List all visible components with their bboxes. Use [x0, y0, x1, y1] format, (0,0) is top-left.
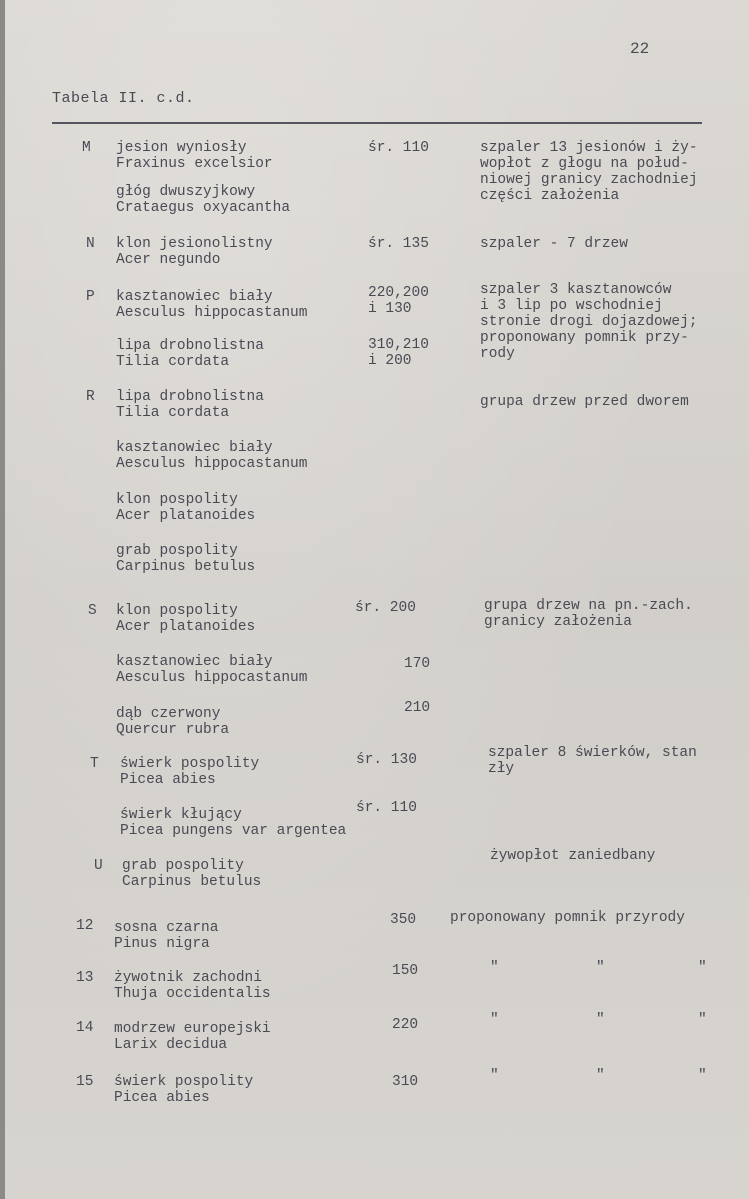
- tree-common-name: dąb czerwony: [116, 706, 221, 722]
- tree-common-name: klon pospolity: [116, 603, 238, 619]
- remark-line: szpaler - 7 drzew: [480, 236, 628, 252]
- tree-common-name: grab pospolity: [122, 858, 244, 874]
- tree-latin-name: Pinus nigra: [114, 936, 210, 952]
- remark-line: proponowany pomnik przyrody: [450, 910, 685, 926]
- tree-size: 310: [392, 1074, 419, 1090]
- tree-latin-name: Larix decidua: [114, 1037, 228, 1053]
- tree-common-name: lipa drobnolistna: [116, 389, 264, 405]
- remark-line: żywopłot zaniedbany: [490, 848, 656, 864]
- tree-common-name: jesion wyniosły: [116, 140, 247, 156]
- tree-common-name: kasztanowiec biały: [116, 440, 273, 456]
- remark-line: szpaler 8 świerków, stan: [488, 745, 697, 761]
- tree-common-name: modrzew europejski: [114, 1021, 271, 1037]
- group-letter: T: [90, 756, 99, 772]
- item-number: 15: [76, 1074, 94, 1090]
- tree-latin-name: Fraxinus excelsior: [116, 156, 273, 172]
- group-letter: N: [86, 236, 95, 252]
- remark-line: stronie drogi dojazdowej;: [480, 314, 698, 330]
- tree-size: śr. 130: [356, 752, 417, 768]
- group-letter: R: [86, 389, 95, 405]
- group-letter: S: [88, 603, 97, 619]
- tree-size: 150: [392, 963, 419, 979]
- tree-latin-name: Acer negundo: [116, 252, 221, 268]
- ditto-mark: ": [698, 1012, 707, 1028]
- remark-line: zły: [488, 761, 515, 777]
- ditto-mark: ": [490, 1012, 499, 1028]
- tree-common-name: kasztanowiec biały: [116, 654, 273, 670]
- remark-line: szpaler 3 kasztanowców: [480, 282, 672, 298]
- tree-common-name: grab pospolity: [116, 543, 238, 559]
- remark-line: grupa drzew przed dworem: [480, 394, 689, 410]
- tree-common-name: kasztanowiec biały: [116, 289, 273, 305]
- tree-latin-name: Carpinus betulus: [116, 559, 256, 575]
- tree-size: 210: [404, 700, 431, 716]
- tree-latin-name: Quercur rubra: [116, 722, 230, 738]
- tree-latin-name: Picea pungens var argentea: [120, 823, 347, 839]
- remark-line: grupa drzew na pn.-zach.: [484, 598, 693, 614]
- tree-common-name: lipa drobnolistna: [116, 338, 264, 354]
- header-rule: [52, 122, 702, 124]
- tree-common-name: klon jesionolistny: [116, 236, 273, 252]
- tree-common-name: świerk pospolity: [120, 756, 260, 772]
- remark-line: granicy założenia: [484, 614, 632, 630]
- ditto-mark: ": [596, 960, 605, 976]
- tree-latin-name: Tilia cordata: [116, 405, 230, 421]
- tree-common-name: świerk pospolity: [114, 1074, 254, 1090]
- ditto-mark: ": [490, 960, 499, 976]
- group-letter: U: [94, 858, 103, 874]
- page-edge: [0, 0, 5, 1199]
- ditto-mark: ": [596, 1068, 605, 1084]
- remark-line: proponowany pomnik przy-: [480, 330, 689, 346]
- ditto-mark: ": [490, 1068, 499, 1084]
- tree-latin-name: Aesculus hippocastanum: [116, 670, 308, 686]
- tree-size: śr. 110: [356, 800, 417, 816]
- tree-common-name: żywotnik zachodni: [114, 970, 262, 986]
- tree-size: śr. 135: [368, 236, 429, 252]
- page-number: 22: [630, 40, 650, 58]
- tree-size: i 200: [368, 353, 412, 369]
- tree-size: 220: [392, 1017, 419, 1033]
- tree-latin-name: Thuja occidentalis: [114, 986, 271, 1002]
- tree-size: śr. 110: [368, 140, 429, 156]
- tree-common-name: głóg dwuszyjkowy: [116, 184, 256, 200]
- tree-latin-name: Acer platanoides: [116, 508, 256, 524]
- ditto-mark: ": [698, 1068, 707, 1084]
- tree-common-name: świerk kłujący: [120, 807, 242, 823]
- ditto-mark: ": [596, 1012, 605, 1028]
- item-number: 13: [76, 970, 94, 986]
- group-letter: P: [86, 289, 95, 305]
- tree-latin-name: Picea abies: [114, 1090, 210, 1106]
- tree-common-name: klon pospolity: [116, 492, 238, 508]
- tree-latin-name: Aesculus hippocastanum: [116, 305, 308, 321]
- item-number: 12: [76, 918, 94, 934]
- tree-size: 310,210: [368, 337, 429, 353]
- tree-latin-name: Crataegus oxyacantha: [116, 200, 291, 216]
- tree-size: 350: [390, 912, 417, 928]
- item-number: 14: [76, 1020, 94, 1036]
- tree-size: 220,200: [368, 285, 429, 301]
- remark-line: wopłot z głogu na połud-: [480, 156, 689, 172]
- remark-line: i 3 lip po wschodniej: [480, 298, 663, 314]
- tree-size: śr. 200: [355, 600, 416, 616]
- tree-size: 170: [404, 656, 431, 672]
- tree-latin-name: Aesculus hippocastanum: [116, 456, 308, 472]
- remark-line: części założenia: [480, 188, 620, 204]
- remark-line: rody: [480, 346, 515, 362]
- tree-size: i 130: [368, 301, 412, 317]
- remark-line: niowej granicy zachodniej: [480, 172, 698, 188]
- table-title: Tabela II. c.d.: [52, 90, 195, 107]
- tree-latin-name: Carpinus betulus: [122, 874, 262, 890]
- tree-common-name: sosna czarna: [114, 920, 219, 936]
- tree-latin-name: Tilia cordata: [116, 354, 230, 370]
- tree-latin-name: Acer platanoides: [116, 619, 256, 635]
- tree-latin-name: Picea abies: [120, 772, 216, 788]
- remark-line: szpaler 13 jesionów i ży-: [480, 140, 698, 156]
- ditto-mark: ": [698, 960, 707, 976]
- group-letter: M: [82, 140, 91, 156]
